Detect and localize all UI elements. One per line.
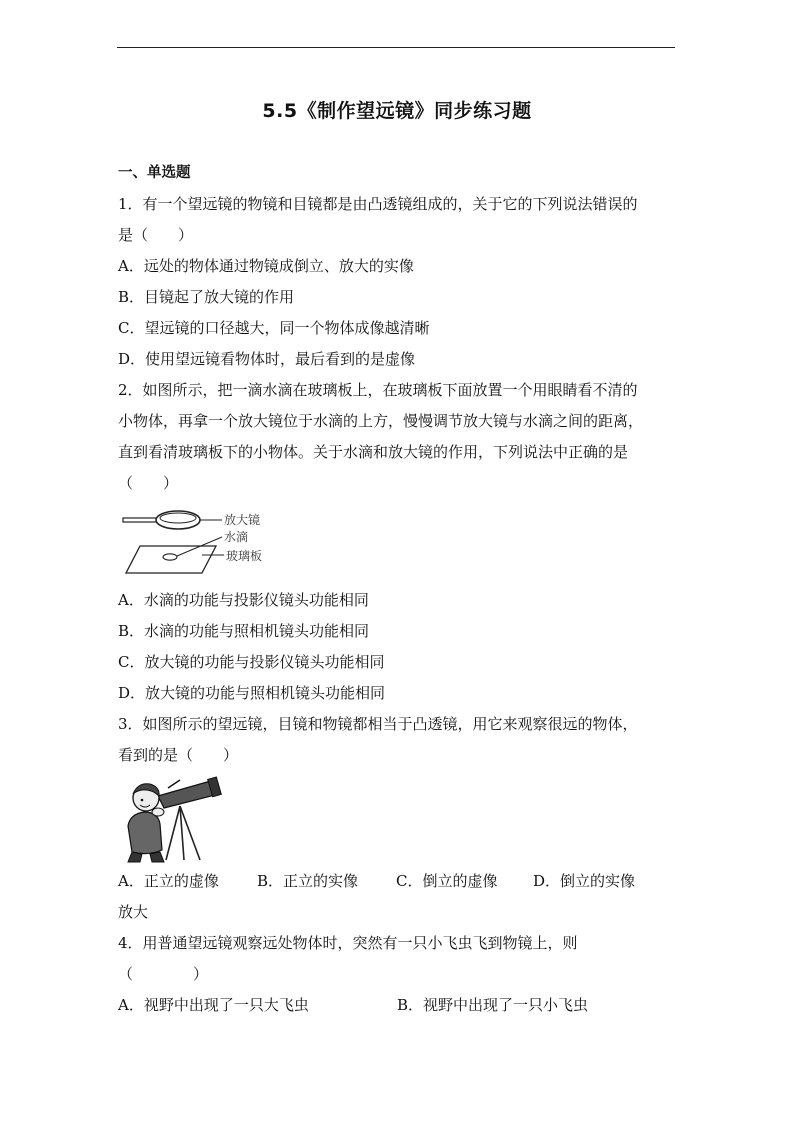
q4-stem-line1: 4．用普通望远镜观察远处物体时，突然有一只小飞虫飞到物镜上，则 — [118, 934, 578, 952]
person-body — [128, 812, 162, 854]
q3-stem-line2: 看到的是（ ） — [118, 746, 239, 764]
q2-option-b: B．水滴的功能与照相机镜头功能相同 — [118, 622, 370, 640]
magnifier-lens — [156, 511, 200, 529]
q1-option-a: A．远处的物体通过物镜成倒立、放大的实像 — [118, 257, 414, 275]
q3-continuation: 放大 — [118, 903, 149, 921]
q3-option-c: C．倒立的虚像 — [396, 872, 498, 890]
q2-stem-line4: （ ） — [118, 474, 179, 492]
q2-stem-line3: 直到看清玻璃板下的小物体。关于水滴和放大镜的作用，下列说法中正确的是 — [118, 443, 629, 461]
person-leg-left — [128, 852, 142, 862]
section-heading: 一、单选题 — [118, 165, 191, 181]
q1-option-d: D．使用望远镜看物体时，最后看到的是虚像 — [118, 350, 416, 368]
telescope-figure — [118, 774, 228, 864]
q4-option-b: B．视野中出现了一只小飞虫 — [397, 996, 589, 1014]
q2-option-c: C．放大镜的功能与投影仪镜头功能相同 — [118, 653, 385, 671]
q4-stem-line2: （ ） — [118, 965, 209, 983]
label-glass: 玻璃板 — [226, 549, 263, 563]
q3-option-b: B．正立的实像 — [257, 872, 359, 890]
page-title: 5.5《制作望远镜》同步练习题 — [262, 100, 532, 122]
q3-option-d: D．倒立的实像 — [533, 872, 636, 890]
header-rule — [117, 47, 675, 48]
q1-stem-line2: 是（ ） — [118, 226, 194, 244]
q4-option-a: A．视野中出现了一只大飞虫 — [118, 996, 309, 1014]
q2-option-a: A．水滴的功能与投影仪镜头功能相同 — [118, 591, 369, 609]
magnifier-figure — [118, 503, 288, 581]
q2-option-d: D．放大镜的功能与照相机镜头功能相同 — [118, 684, 386, 702]
q2-stem-line1: 2．如图所示，把一滴水滴在玻璃板上，在玻璃板下面放置一个用眼睛看不清的 — [118, 381, 638, 399]
q1-option-c: C．望远镜的口径越大，同一个物体成像越清晰 — [118, 319, 430, 337]
finder-scope — [168, 780, 180, 788]
q3-stem-line1: 3．如图所示的望远镜，目镜和物镜都相当于凸透镜，用它来观察很远的物体， — [118, 715, 638, 733]
tripod-leg-left — [166, 806, 180, 860]
q2-stem-line2: 小物体，再拿一个放大镜位于水滴的上方，慢慢调节放大镜与水滴之间的距离， — [118, 412, 644, 430]
person-leg-right — [150, 852, 164, 862]
water-droplet — [163, 554, 177, 560]
q3-option-a: A．正立的虚像 — [118, 872, 219, 890]
person-hand — [152, 808, 164, 816]
q1-option-b: B．目镜起了放大镜的作用 — [118, 288, 295, 306]
label-droplet: 水滴 — [224, 530, 249, 544]
person-eye — [141, 799, 144, 802]
q1-stem-line1: 1．有一个望远镜的物镜和目镜都是由凸透镜组成的，关于它的下列说法错误的 — [118, 195, 638, 213]
label-magnifier: 放大镜 — [224, 513, 261, 527]
